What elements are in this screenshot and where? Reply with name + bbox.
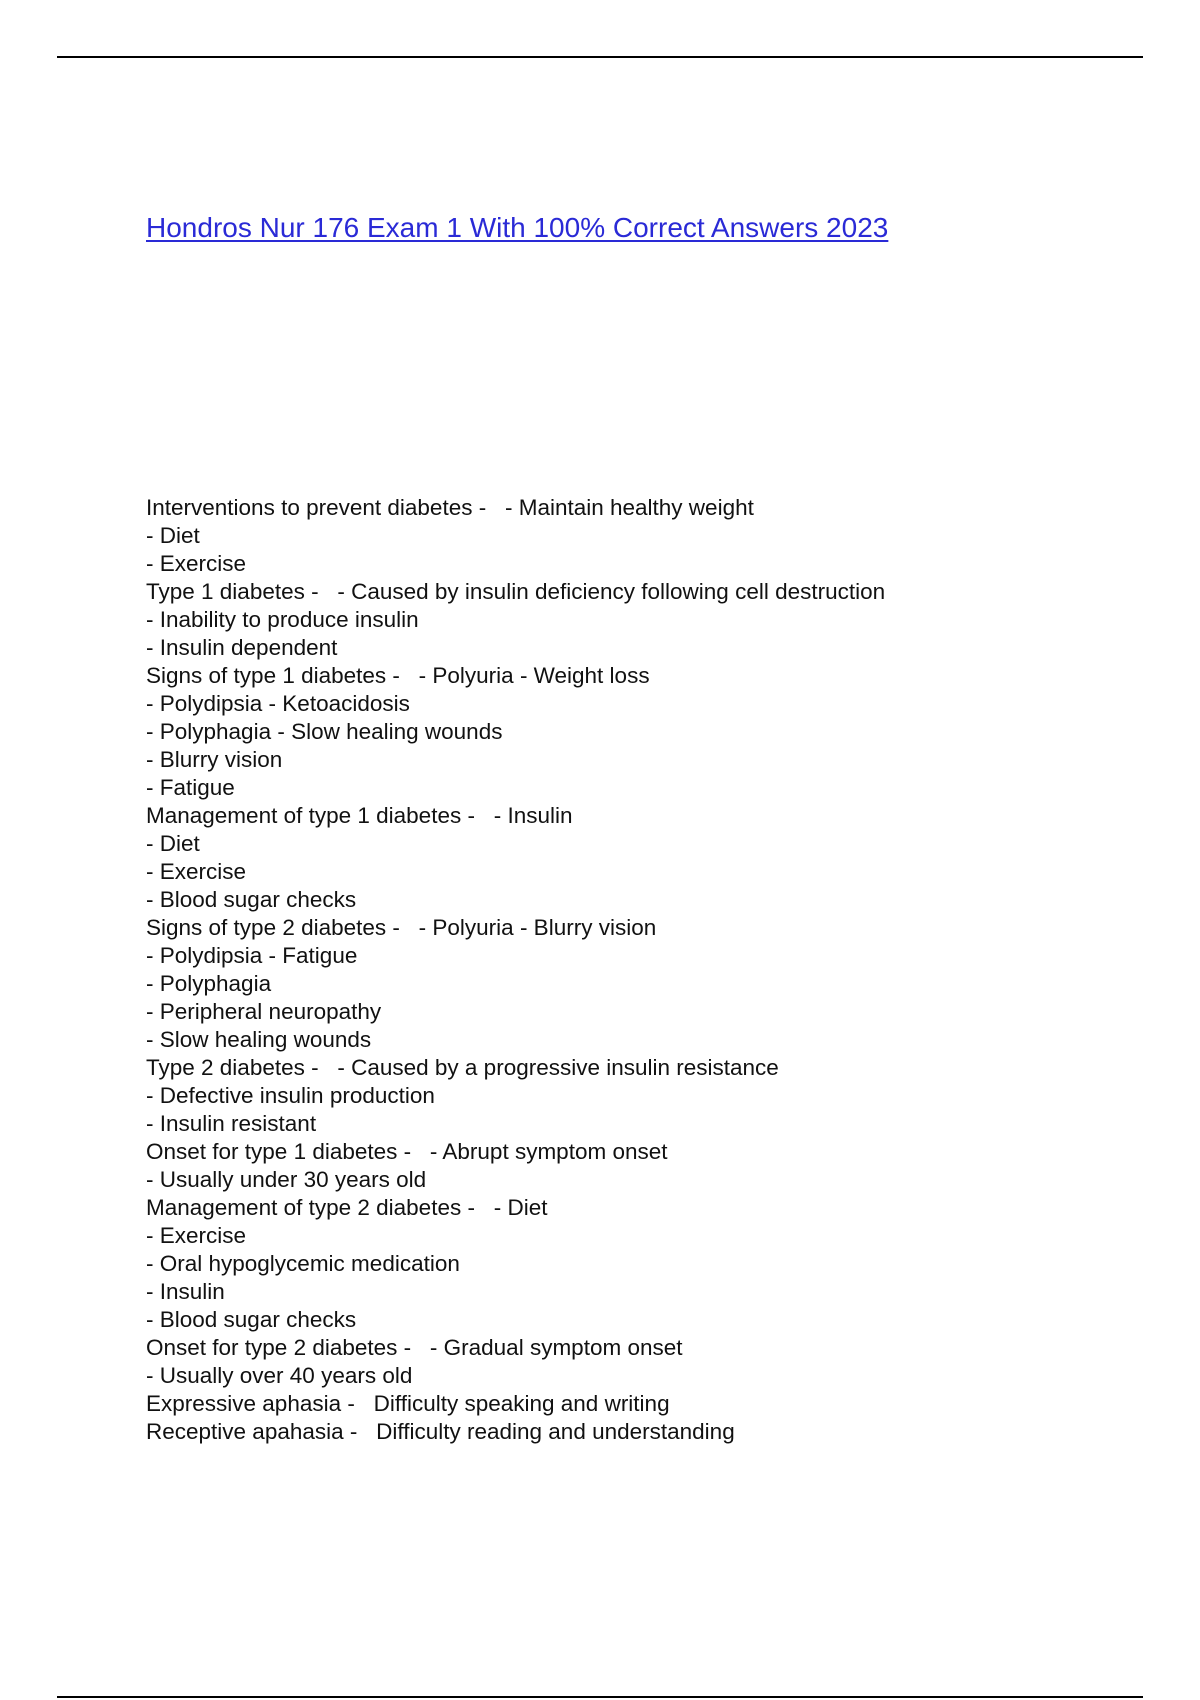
document-body — [146, 494, 1146, 1446]
text-line: Management of type 2 diabetes - - Diet — [146, 1195, 548, 1220]
text-line: - Fatigue — [146, 775, 235, 800]
text-line: - Slow healing wounds — [146, 1027, 372, 1052]
text-line: - Usually under 30 years old — [146, 1167, 427, 1192]
text-line: Type 2 diabetes - - Caused by a progressive insulin resistance — [146, 1055, 779, 1080]
text-line: Onset for type 1 diabetes - - Abrupt symptom onset — [146, 1139, 668, 1164]
text-line: Expressive aphasia - Difficulty speaking and writing — [146, 1391, 670, 1416]
text-line: - Usually over 40 years old — [146, 1363, 413, 1388]
text-line: - Insulin dependent — [146, 635, 338, 660]
top-rule — [57, 56, 1143, 58]
text-line: - Inability to produce insulin — [146, 607, 419, 632]
text-line: - Exercise — [146, 1223, 247, 1248]
text-line: Onset for type 2 diabetes - - Gradual symptom onset — [146, 1335, 683, 1360]
text-line: - Exercise — [146, 859, 247, 884]
text-line: - Blood sugar checks — [146, 887, 357, 912]
text-line: Receptive apahasia - Difficulty reading and understanding — [146, 1419, 735, 1444]
text-line: - Blood sugar checks — [146, 1307, 357, 1332]
text-line: - Polyphagia — [146, 971, 272, 996]
text-line: - Blurry vision — [146, 747, 283, 772]
text-line: - Oral hypoglycemic medication — [146, 1251, 460, 1276]
text-line: - Peripheral neuropathy — [146, 999, 382, 1024]
text-line: Type 1 diabetes - - Caused by insulin deficiency following cell destruction — [146, 579, 886, 604]
text-line: - Insulin resistant — [146, 1111, 317, 1136]
text-line: Signs of type 2 diabetes - - Polyuria - Blurry vision — [146, 915, 657, 940]
text-line: Management of type 1 diabetes - - Insulin — [146, 803, 573, 828]
document-title-link[interactable]: Hondros Nur 176 Exam 1 With 100% Correct Answers 2023 — [146, 212, 889, 243]
text-line: Interventions to prevent diabetes - - Maintain healthy weight — [146, 495, 754, 520]
text-line: - Polydipsia - Fatigue — [146, 943, 358, 968]
text-line: - Insulin — [146, 1279, 225, 1304]
text-line: - Diet — [146, 523, 200, 548]
text-line: - Exercise — [146, 551, 247, 576]
text-line: - Polyphagia - Slow healing wounds — [146, 719, 503, 744]
text-line: - Diet — [146, 831, 200, 856]
bottom-rule — [57, 1696, 1143, 1698]
text-line: - Defective insulin production — [146, 1083, 435, 1108]
text-line: - Polydipsia - Ketoacidosis — [146, 691, 410, 716]
text-line: Signs of type 1 diabetes - - Polyuria - Weight loss — [146, 663, 650, 688]
